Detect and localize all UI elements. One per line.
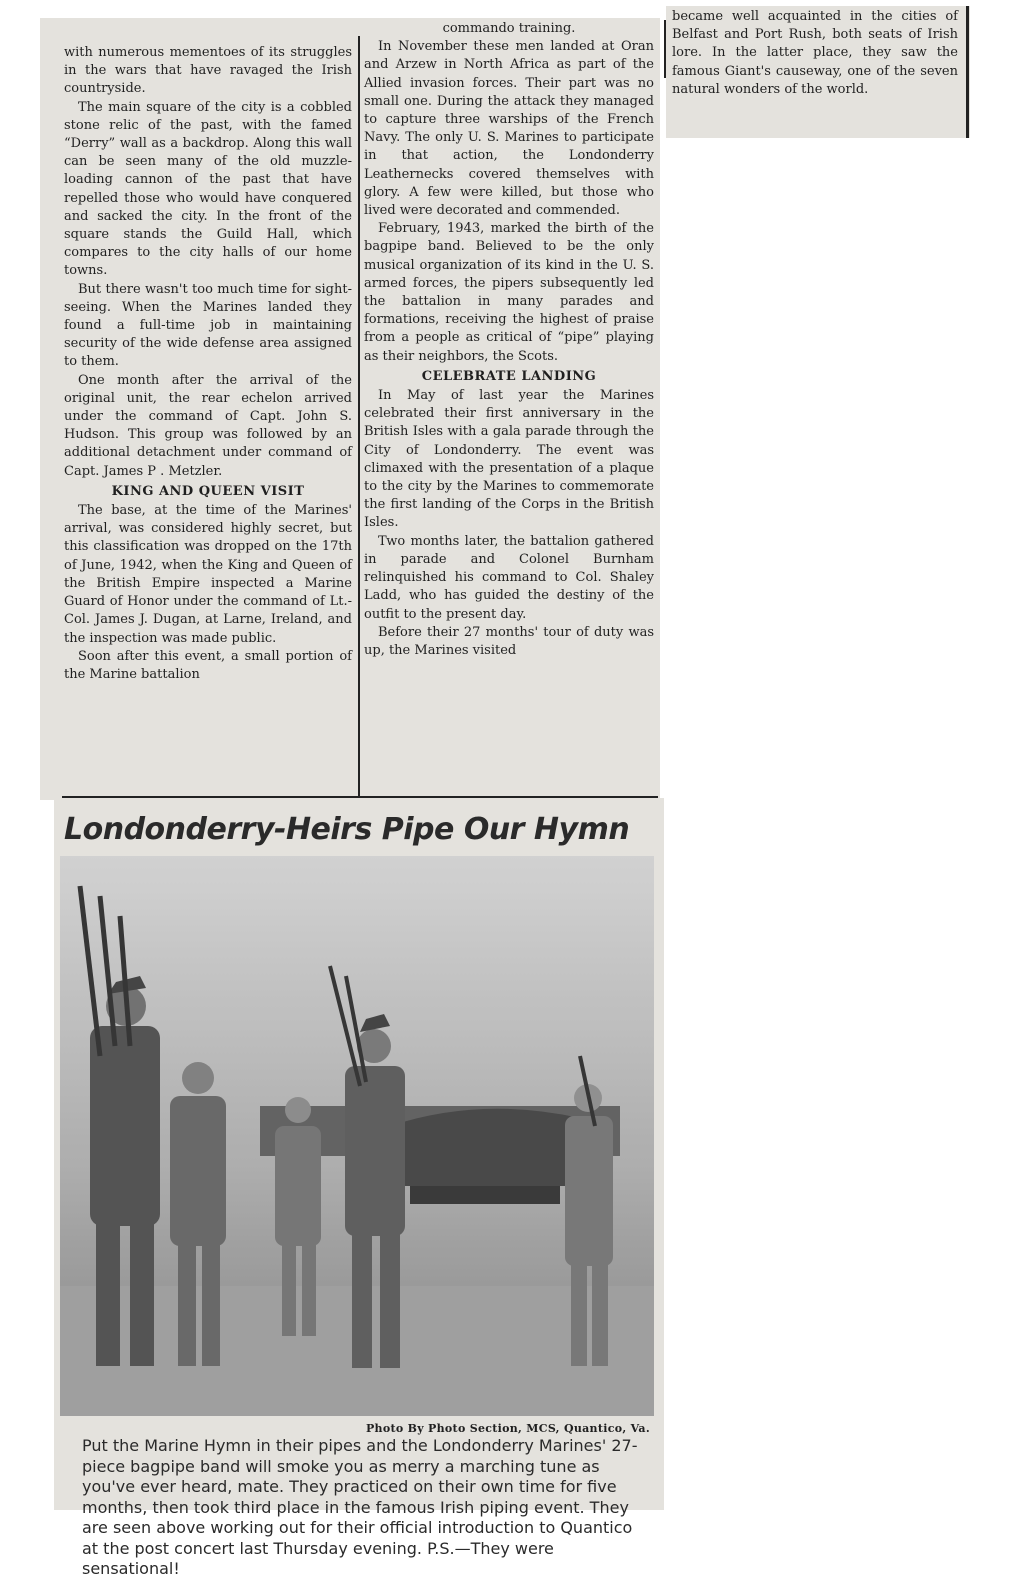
paragraph: The main square of the city is a cobbled stone relic of the past, with the famed “Derry” wall as a backdrop. Along this wall can be seen many of the old muzzle-loading cannon of the past that have repelled those who would have conquered and sacked the city. In the front of the square stands the Guild Hall, which compares to the city halls of our home towns. <box>64 99 352 279</box>
bagpipe-band-photo-image <box>60 856 654 1416</box>
paragraph: Before their 27 months' tour of duty was up, the Marines visited <box>364 624 654 658</box>
paragraph: The base, at the time of the Marines' arrival, was considered highly secret, but this classification was dropped on the 17th of June, 1942, when the King and Queen of the British Empire inspected a Marine Guard of Honor under the command of Lt.-Col. James J. Dugan, at Larne, Ireland, and the inspection was made public. <box>64 503 352 646</box>
article-column-b <box>364 20 654 660</box>
subhead-king-and-queen-visit: KING AND QUEEN VISIT <box>111 483 305 499</box>
article-column-c <box>672 8 958 99</box>
article-clipping-top <box>40 18 660 800</box>
column-rule <box>966 6 969 138</box>
article-column-a <box>64 44 352 684</box>
subhead-celebrate-landing: CELEBRATE LANDING <box>421 368 597 384</box>
feature-headline: Londonderry-Heirs Pipe Our Hymn <box>64 812 630 847</box>
paragraph: In May of last year the Marines celebrated their first anniversary in the British Isles with a gala parade through the City of Londonderry. The event was climaxed with the presentation of a plaque to the city by the Marines to commemorate the first landing of the Corps in the British Isles. <box>364 388 654 531</box>
paragraph: Soon after this event, a small portion of the Marine battalion <box>64 648 352 682</box>
paragraph: became well acquainted in the cities of Belfast and Port Rush, both seats of Irish lore. In the latter place, they saw the famous Giant's causeway, one of the seven natural wonders of the world. <box>672 9 958 97</box>
column-rule <box>358 36 360 798</box>
paragraph: February, 1943, marked the birth of the bagpipe band. Believed to be the only musical organization of its kind in the U. S. armed forces, the pipers subsequently led the battalion in many parades and formations, receiving the highest of praise from a people as critical of “pipe” playing as their neighbors, the Scots. <box>364 221 654 364</box>
photo-caption: Put the Marine Hymn in their pipes and the Londonderry Marines' 27-piece bagpipe band will smoke you as merry a marching tune as you've ever heard, mate. They practiced on their own time for five months, then took third place in the famous Irish piping event. They are seen above working out for their official introduction to Quantico at the post concert last Thursday evening. P.S.—They were sensational! <box>82 1436 638 1578</box>
photo-feature-clipping <box>54 798 664 1578</box>
article-clipping-right <box>666 6 970 138</box>
photo-credit: Photo By Photo Section, MCS, Quantico, Va. <box>365 1422 650 1435</box>
paragraph: One month after the arrival of the original unit, the rear echelon arrived under the command of Capt. John S. Hudson. This group was followed by an additional detachment under command of Capt. James P . Metzler. <box>64 372 352 479</box>
paragraph: Two months later, the battalion gathered in parade and Colonel Burnham relinquished his command to Col. Shaley Ladd, who has guided the destiny of the outfit to the present day. <box>364 533 654 622</box>
paragraph: But there wasn't too much time for sight-seeing. When the Marines landed they found a full-time job in maintaining security of the wide defense area assigned to them. <box>64 281 352 370</box>
paragraph: commando training. <box>442 21 576 36</box>
paragraph: with numerous mementoes of its struggles in the wars that have ravaged the Irish countryside. <box>64 45 352 97</box>
column-rule <box>664 20 666 78</box>
bagpipe-band-photo <box>60 856 654 1416</box>
paragraph: In November these men landed at Oran and Arzew in North Africa as part of the Allied invasion forces. Their part was no small one. During the attack they managed to capture three warships of the French Navy. The only U. S. Marines to participate in that action, the Londonderry Leathernecks covered themselves with glory. A few were killed, but those who lived were decorated and commended. <box>364 39 654 219</box>
